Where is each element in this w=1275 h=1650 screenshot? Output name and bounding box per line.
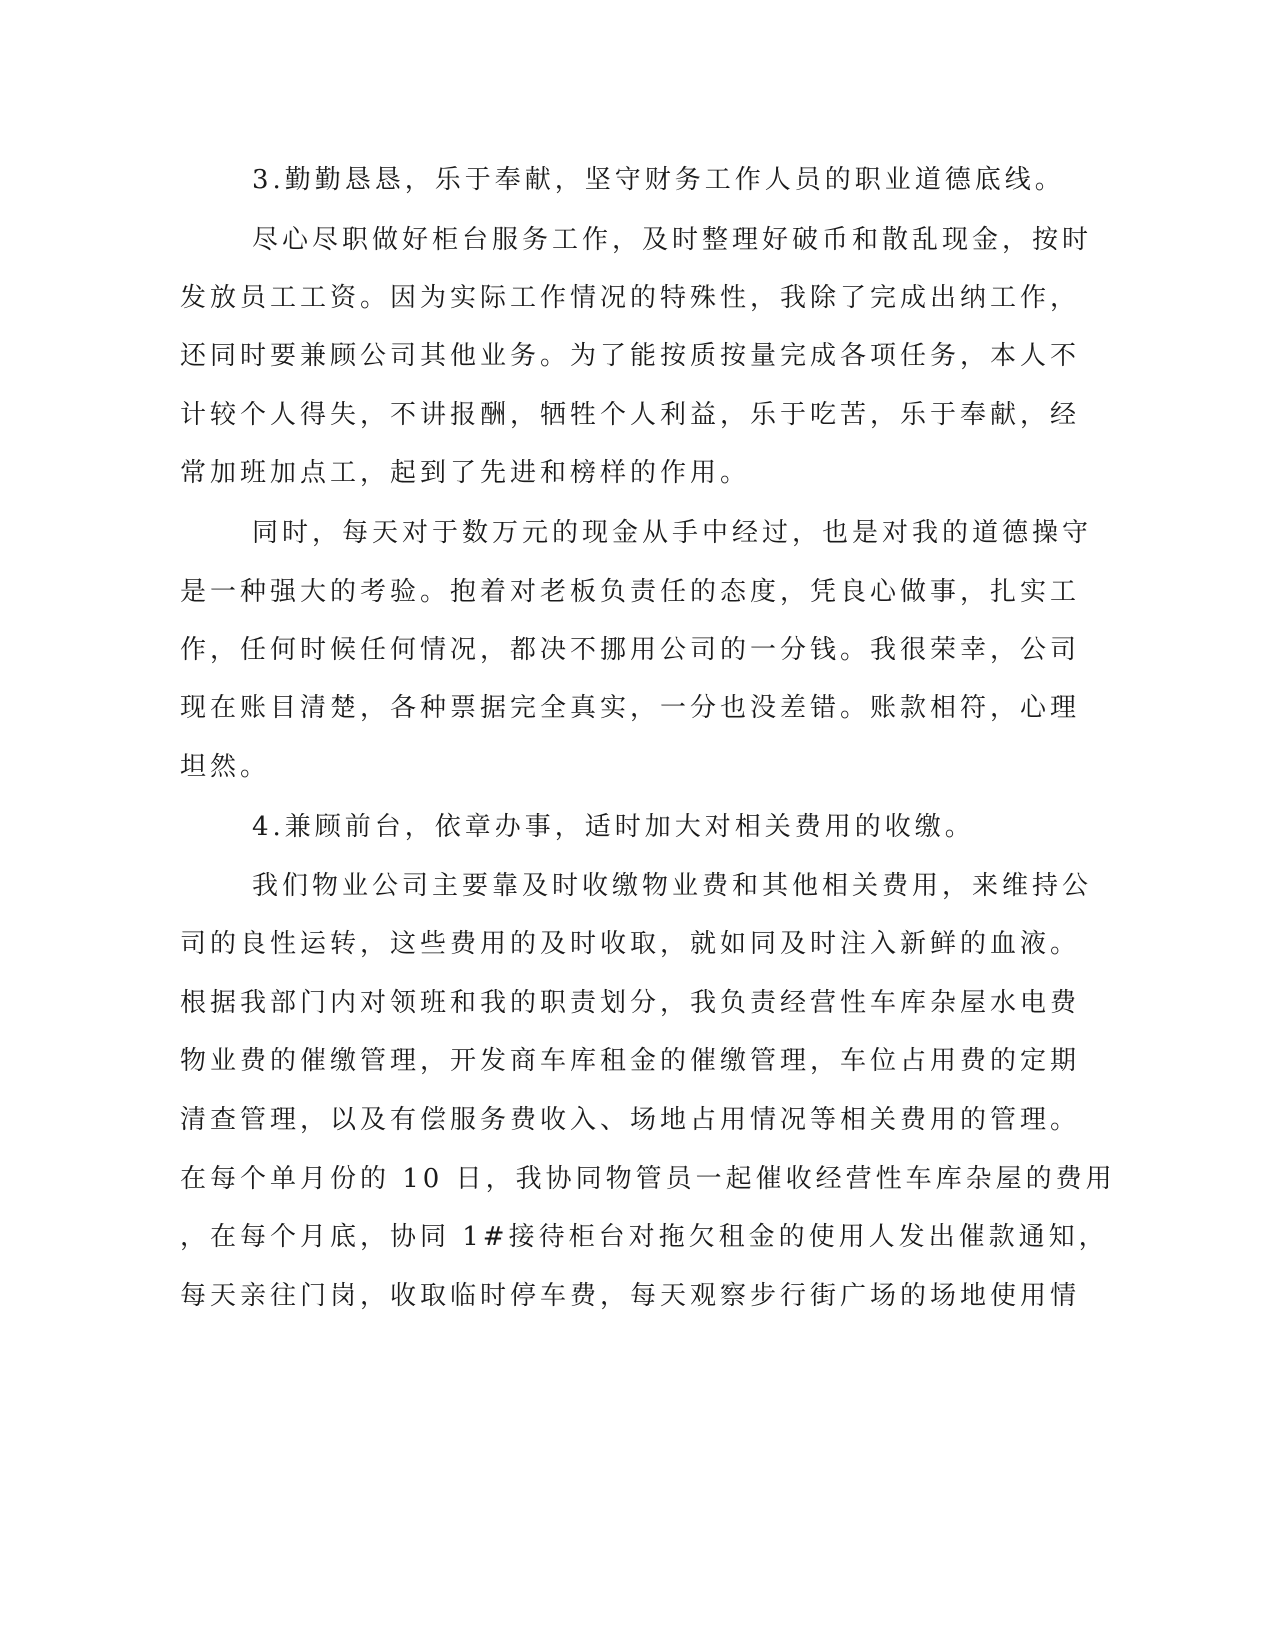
paragraph-line: 物业费的催缴管理，开发商车库租金的催缴管理，车位占用费的定期 (180, 1046, 1081, 1076)
paragraph-line: 清查管理，以及有偿服务费收入、场地占用情况等相关费用的管理。 (180, 1105, 1081, 1135)
paragraph-line: 坦然。 (180, 752, 271, 782)
paragraph-line: 现在账目清楚，各种票据完全真实，一分也没差错。账款相符，心理 (180, 693, 1081, 723)
paragraph-line: 作，任何时候任何情况，都决不挪用公司的一分钱。我很荣幸，公司 (180, 635, 1081, 665)
paragraph-line: 还同时要兼顾公司其他业务。为了能按质按量完成各项任务，本人不 (180, 341, 1081, 371)
paragraph-line: 我们物业公司主要靠及时收缴物业费和其他相关费用，来维持公 (252, 871, 1093, 901)
paragraph-line: 根据我部门内对领班和我的职责划分，我负责经营性车库杂屋水电费 (180, 988, 1081, 1018)
paragraph-line: 是一种强大的考验。抱着对老板负责任的态度，凭良心做事，扎实工 (180, 577, 1081, 607)
paragraph-line: 常加班加点工，起到了先进和榜样的作用。 (180, 458, 751, 488)
paragraph-line: 司的良性运转，这些费用的及时收取，就如同及时注入新鲜的血液。 (180, 929, 1081, 959)
paragraph-line: 发放员工工资。因为实际工作情况的特殊性，我除了完成出纳工作， (180, 283, 1081, 313)
paragraph-line: 在每个单月份的 10 日，我协同物管员一起催收经营性车库杂屋的费用 (180, 1164, 1116, 1194)
heading-section-4: 4.兼顾前台，依章办事，适时加大对相关费用的收缴。 (252, 812, 975, 842)
paragraph-line: 每天亲往门岗，收取临时停车费，每天观察步行街广场的场地使用情 (180, 1281, 1081, 1311)
paragraph-line: 计较个人得失，不讲报酬，牺牲个人利益，乐于吃苦，乐于奉献，经 (180, 400, 1081, 430)
paragraph-line: 尽心尽职做好柜台服务工作，及时整理好破币和散乱现金，按时 (252, 225, 1093, 255)
paragraph-line: 同时，每天对于数万元的现金从手中经过，也是对我的道德操守 (252, 518, 1093, 548)
heading-section-3: 3.勤勤恳恳，乐于奉献，坚守财务工作人员的职业道德底线。 (252, 165, 1065, 195)
paragraph-line: ，在每个月底，协同 1#接待柜台对拖欠租金的使用人发出催款通知， (180, 1222, 1109, 1252)
